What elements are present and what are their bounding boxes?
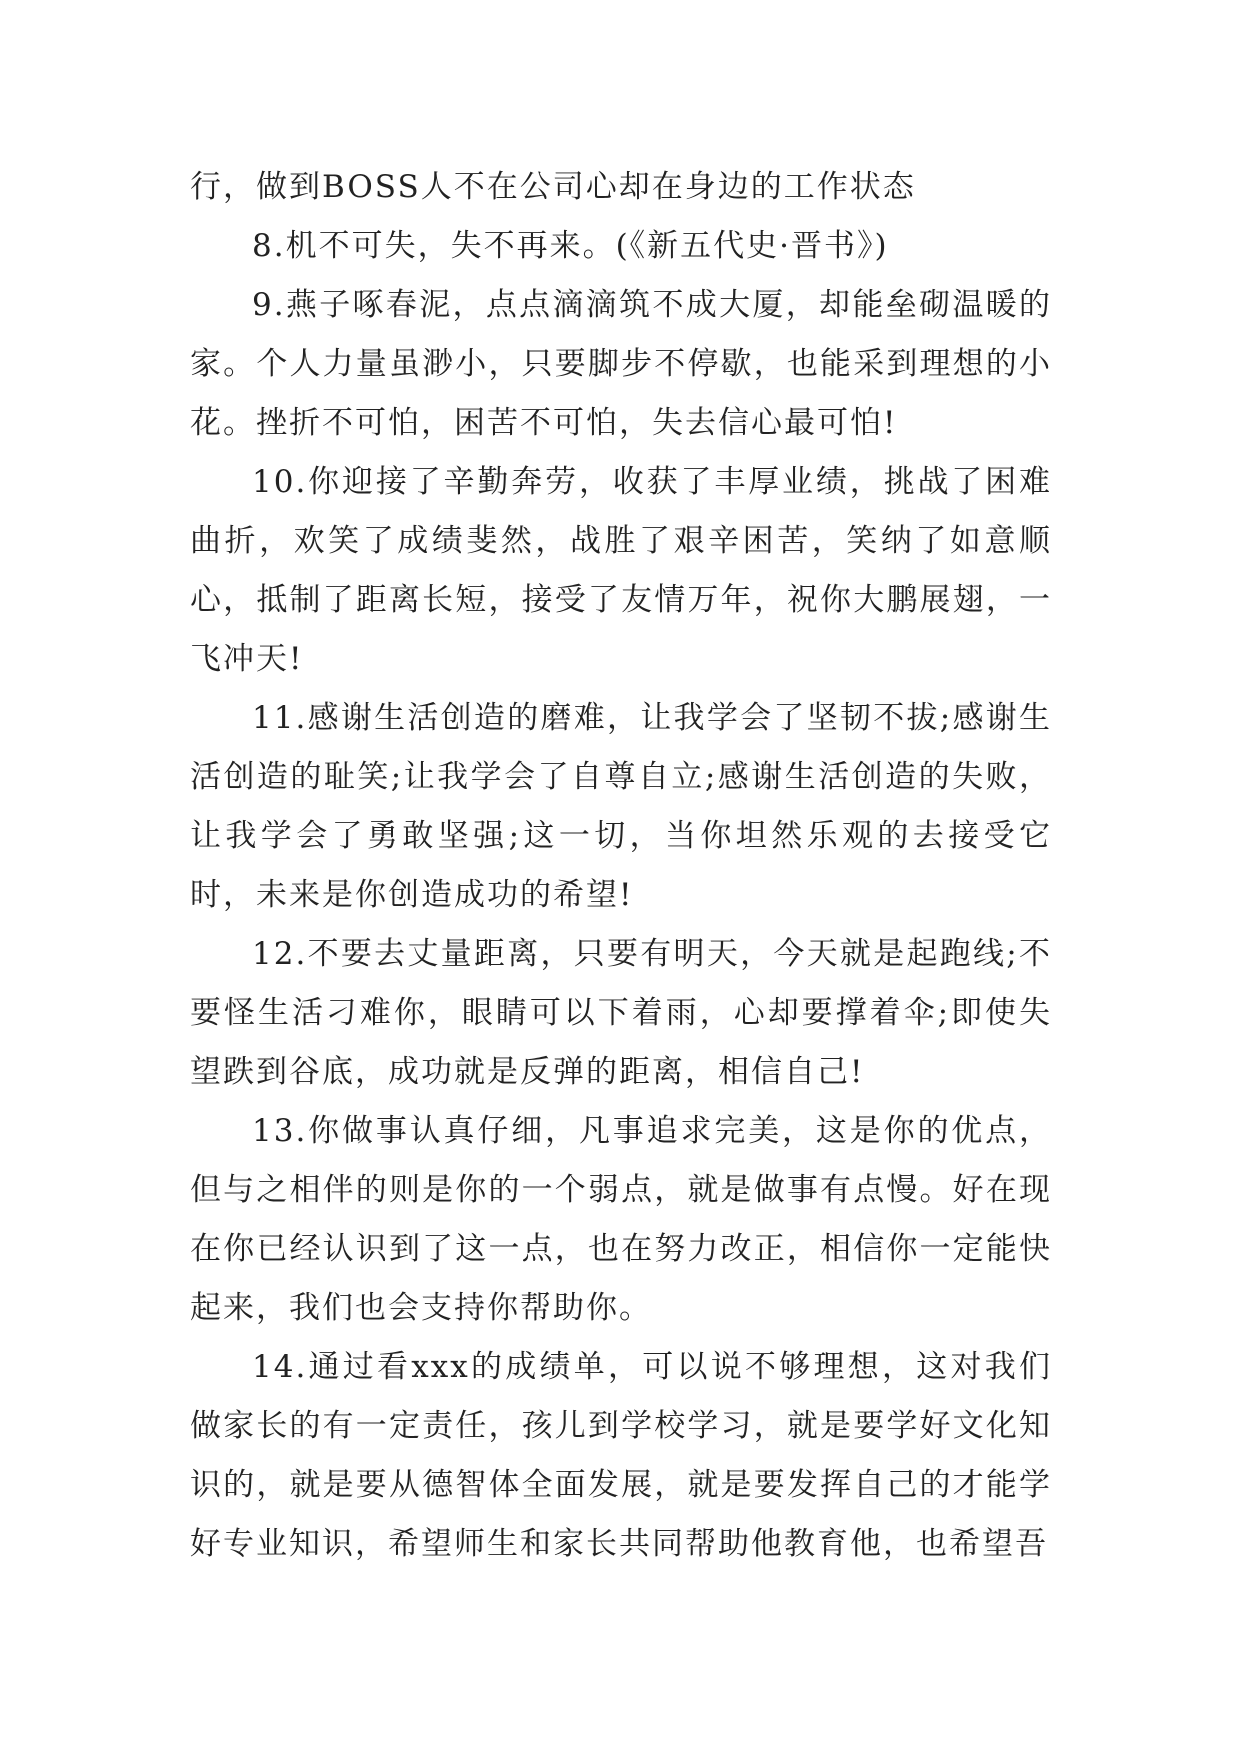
paragraph-item-9: 9.燕子啄春泥，点点滴滴筑不成大厦，却能垒砌温暖的家。个人力量虽渺小，只要脚步不停歇，也能采到理想的小花。挫折不可怕，困苦不可怕，失去信心最可怕! [190,287,1052,441]
paragraph-item-13: 13.你做事认真仔细，凡事追求完美，这是你的优点，但与之相伴的则是你的一个弱点，就是做事有点慢。好在现在你已经认识到了这一点，也在努力改正，相信你一定能快起来，我们也会支持你帮助你。 [190,1113,1052,1326]
document-body [190,158,1052,1574]
paragraph-item-11: 11.感谢生活创造的磨难，让我学会了坚韧不拔;感谢生活创造的耻笑;让我学会了自尊自立;感谢生活创造的失败，让我学会了勇敢坚强;这一切，当你坦然乐观的去接受它时，未来是你创造成功的希望! [190,700,1052,913]
paragraph-item-8: 8.机不可失，失不再来。(《新五代史·晋书》) [252,228,889,264]
paragraph-item-10: 10.你迎接了辛勤奔劳，收获了丰厚业绩，挑战了困难曲折，欢笑了成绩斐然，战胜了艰辛困苦，笑纳了如意顺心，抵制了距离长短，接受了友情万年，祝你大鹏展翅，一飞冲天! [190,464,1052,677]
paragraph-item-14: 14.通过看xxx的成绩单，可以说不够理想，这对我们做家长的有一定责任，孩儿到学校学习，就是要学好文化知识的，就是要从德智体全面发展，就是要发挥自己的才能学好专业知识，希望师生和家长共同帮助他教育他，也希望吾 [190,1349,1052,1562]
paragraph-item-12: 12.不要去丈量距离，只要有明天，今天就是起跑线;不要怪生活刁难你，眼睛可以下着雨，心却要撑着伞;即使失望跌到谷底，成功就是反弹的距离，相信自己! [190,936,1052,1090]
paragraph-continuation: 行，做到BOSS人不在公司心却在身边的工作状态 [190,169,916,205]
